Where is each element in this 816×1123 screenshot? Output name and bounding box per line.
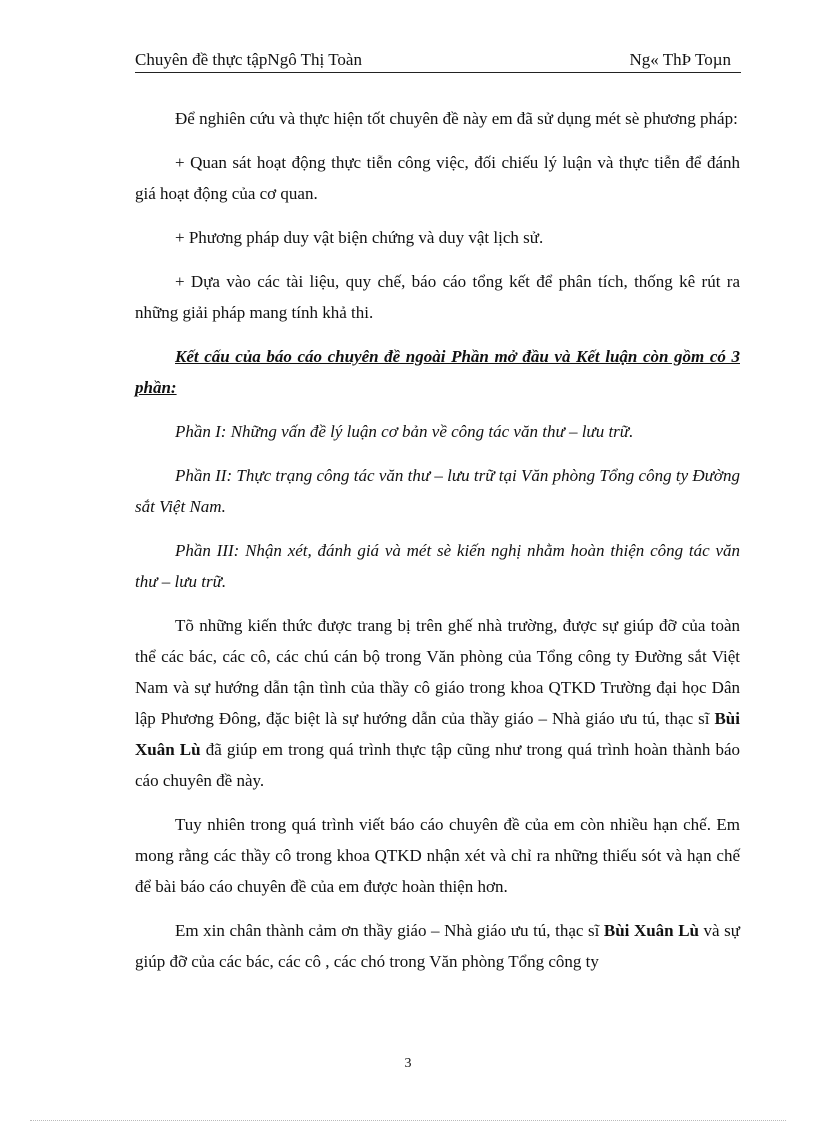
part-1-item: Phần I: Những vấn đề lý luận cơ bản về công tác văn thư – lưu trữ. xyxy=(175,422,634,441)
paragraph-methods-intro: Để nghiên cứu và thực hiện tốt chuyên đề này em đã sử dụng mét sè phương pháp: xyxy=(175,109,738,128)
paragraph-limitations: Tuy nhiên trong quá trình viết báo cáo chuyên đề của em còn nhiều hạn chế. Em mong rằng các thầy cô trong khoa QTKD nhận xét và chỉ ra những thiếu sót và hạn chế để bài báo cáo chuyên đề của em được hoàn thiện hơn. xyxy=(135,815,740,896)
paragraph-method-documents: + Dựa vào các tài liệu, quy chế, báo cáo tổng kết để phân tích, thống kê rút ra những giải pháp mang tính khả thi. xyxy=(135,272,740,322)
advisor-name: Bùi Xuân Lù xyxy=(135,709,740,759)
thanks-text-2: và sự giúp đỡ của các bác, các cô , các chó trong Văn phòng Tổng công ty xyxy=(135,921,740,971)
part-3-item: Phần III: Nhận xét, đánh giá và mét sè kiến nghị nhằm hoàn thiện công tác văn thư – lưu trữ. xyxy=(135,541,740,591)
paragraph-method-observation: + Quan sát hoạt động thực tiễn công việc, đối chiếu lý luận và thực tiễn để đánh giá hoạt động của cơ quan. xyxy=(135,153,740,203)
advisor-name-2: Bùi Xuân Lù xyxy=(603,921,699,940)
structure-heading: Kết cấu của báo cáo chuyên đề ngoài Phần mở đầu và Kết luận còn gồm có 3 phần: xyxy=(135,347,740,397)
page-number: 3 xyxy=(404,1056,412,1071)
header-left-text: Chuyên đề thực tậpNgô Thị Toàn xyxy=(135,50,362,69)
paragraph-acknowledgement xyxy=(135,610,740,796)
page-header xyxy=(135,48,741,73)
ack-text-1: Tõ những kiến thức được trang bị trên ghế nhà trường, được sự giúp đỡ của toàn thể các bác, các cô, các chú cán bộ trong Văn phòng của Tổng công ty Đường sắt Việt Nam và sự hướng dẫn tận tình của thầy cô giáo trong khoa QTKD Trường đại học Dân lập Phương Đông, đặc biệt là sự hướng dẫn của thầy giáo – Nhà giáo ưu tú, thạc sĩ xyxy=(135,616,740,728)
header-right-text: Ng« ThÞ Toµn xyxy=(629,50,731,69)
page-bottom-dotted-border xyxy=(30,1120,786,1121)
ack-text-2: đã giúp em trong quá trình thực tập cũng như trong quá trình hoàn thành báo cáo chuyên đề này. xyxy=(135,740,741,790)
paragraph-method-dialectical: + Phương pháp duy vật biện chứng và duy vật lịch sử. xyxy=(175,228,544,247)
paragraph-thanks xyxy=(135,915,740,977)
part-2-item: Phần II: Thực trạng công tác văn thư – lưu trữ tại Văn phòng Tổng công ty Đường sắt Việt Nam. xyxy=(135,466,740,516)
thanks-text-1: Em xin chân thành cảm ơn thầy giáo – Nhà giáo ưu tú, thạc sĩ xyxy=(175,921,604,940)
document-body xyxy=(135,103,740,977)
